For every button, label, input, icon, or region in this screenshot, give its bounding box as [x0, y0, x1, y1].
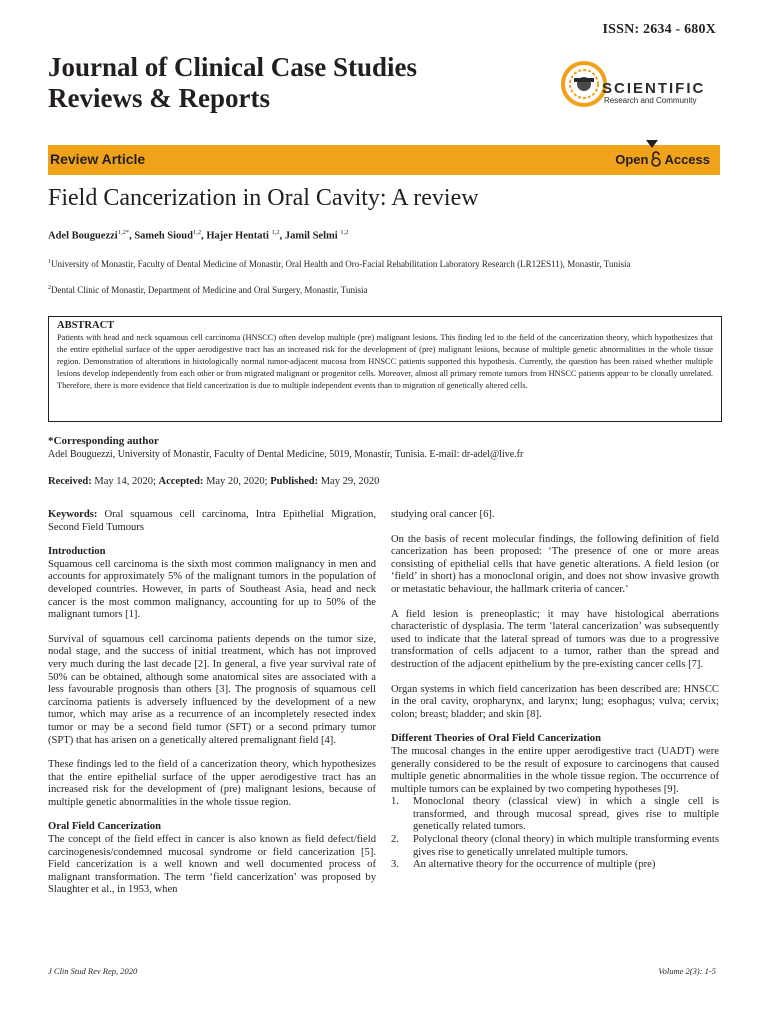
bar-pointer-icon — [646, 140, 658, 148]
logo-subtext: Research and Community — [604, 96, 697, 105]
affiliation-1 — [48, 259, 630, 269]
open-access-label — [615, 151, 710, 167]
author-name: Jamil Selmi — [284, 230, 338, 242]
received-label: Received: — [48, 476, 92, 487]
corresponding-text: Adel Bouguezzi, University of Monastir, Faculty of Dental Medicine, 5019, Monastir, Tunisia. E-mail: dr-adel@live.fr — [48, 449, 524, 460]
keywords-label: Keywords: — [48, 509, 98, 520]
author-name: Sameh Sioud — [134, 230, 193, 242]
logo-text: SCIENTIFIC — [602, 80, 706, 97]
accepted-label: Accepted: — [158, 476, 204, 487]
footer-citation: J Clin Stud Rev Rep, 2020 — [48, 966, 138, 976]
author-name: Hajer Hentati — [206, 230, 269, 242]
left-column — [48, 509, 376, 909]
affiliation-text: Dental Clinic of Monastir, Department of Medicine and Oral Surgery, Monastir, Tunisia — [51, 285, 368, 295]
author-name: Adel Bouguezzi — [48, 230, 118, 242]
paragraph: Organ systems in which field cancerization has been described are: HNSCC in the oral cavity, oropharynx, and larynx; lung; esophagus; vulva; cervix; colon; breast; bladder; and skin [8]. — [391, 683, 719, 720]
article-type: Review Article — [50, 151, 146, 167]
published-label: Published: — [270, 476, 319, 487]
paragraph: Survival of squamous cell carcinoma patients depends on the tumor size, nodal stage, and the success of initial treatment, which has not improved very much during the last decade [2]. In general, a five year survival rate of 50% can be obtained, although some anatomical sites are associated with a less favourable prognosis than others [3]. The prognosis of squamous cell carcinoma patients is adversely influenced by the development of a new tumor, which may arise as a recurrence of an incompletely resected index tumor or may be a second field tumor (SFT) or a second primary tumor (SPT) that has arisen on a genetically altered premalignant field [4]. — [48, 633, 376, 746]
corresponding-star: * — [48, 435, 54, 447]
article-title: Field Cancerization in Oral Cavity: A review — [48, 185, 479, 211]
abstract-heading: ABSTRACT — [57, 320, 115, 331]
author-affiliation-mark: 1,2 — [193, 229, 202, 236]
corresponding-heading — [48, 435, 159, 447]
journal-title-line1: Journal of Clinical Case Studies — [48, 52, 418, 82]
affiliation-mark: 2 — [48, 285, 51, 291]
author-list: Adel Bouguezzi$^{1,2*}$, Sameh Sioud$^{1,2}$, Hajer Hentati $^{1,2}$, Jamil Selmi $^{1,2}$ — [48, 229, 349, 242]
publication-dates — [48, 476, 379, 487]
journal-title-line2: Reviews & Reports — [48, 83, 270, 113]
paragraph: Squamous cell carcinoma is the sixth most common malignancy in men and accounts for approximately 5% of the malignant tumors in the population of developed countries. However, in parts of Southeast Asia, head and neck cancer is the most common malignancy, accounting for up to 50% of the malignant tumors [1]. — [48, 558, 376, 621]
oral-field-cancerization-heading: Oral Field Cancerization — [48, 821, 161, 833]
paragraph: studying oral cancer [6]. — [391, 509, 495, 520]
received-date: May 14, 2020; — [94, 476, 156, 487]
author-affiliation-mark: 1,2 — [271, 229, 280, 236]
keywords — [48, 509, 376, 534]
corresponding-heading-text: Corresponding author — [53, 435, 159, 447]
footer-volume: Volume 2(3): 1-5 — [658, 966, 716, 976]
journal-title — [48, 52, 417, 114]
theories-heading: Different Theories of Oral Field Cancerization — [391, 733, 601, 745]
right-column — [391, 509, 719, 872]
open-lock-icon — [650, 151, 662, 167]
introduction-heading: Introduction — [48, 546, 106, 558]
open-access-open: Open — [615, 151, 649, 167]
paragraph: The concept of the field effect in cancer is also known as field defect/field carcinogenesis/condemned mucosal syndrome or field cancerization [5]. Field cancerization is a well known and well documented process of malignant transformation. The term ‘field cancerization’ was proposed by Slaughter et al., in 1953, when — [48, 834, 376, 896]
open-access-access: Access — [664, 151, 710, 167]
list-item-text: Polyclonal theory (clonal theory) in which multiple transforming events gives rise to genetically unrelated multiple tumors. — [413, 834, 719, 858]
issn: ISSN: 2634 - 680X — [602, 22, 716, 37]
keywords-text: Oral squamous cell carcinoma, Intra Epithelial Migration, Second Field Tumours — [48, 509, 376, 533]
list-number: 3. — [391, 859, 399, 871]
list-item — [391, 796, 719, 834]
accepted-date: May 20, 2020; — [206, 476, 268, 487]
list-number: 2. — [391, 834, 399, 846]
affiliation-2 — [48, 285, 367, 295]
scientific-logo-icon — [560, 60, 608, 108]
paragraph: On the basis of recent molecular findings, the following definition of field cancerization has been proposed: ‘The presence of one or more areas consisting of epithelial cells that have genetic alterations. A field lesion (or ‘field’ in short) has a monoclonal origin, and does not show invasive growth or metastatic behaviour, the hallmark criteria of cancer.’ — [391, 533, 719, 595]
list-item-text: An alternative theory for the occurrence of multiple (pre) — [413, 859, 656, 871]
paragraph: A field lesion is preneoplastic; it may have histological aberrations characteristic of dysplasia. The term ‘lateral cancerization’ was subsequently used to indicate that the lateral spread of tumors was due to a progressive transformation of cells adjacent to a tumor, rather than the spread and destruction of the adjacent epithelium by the pre-existing cancer cells [7]. — [391, 608, 719, 670]
author-affiliation-mark: 1,2* — [117, 229, 130, 236]
abstract-text: Patients with head and neck squamous cell carcinoma (HNSCC) often develop multiple (pre) malignant lesions. This finding led to the field of the cancerization theory, which hypothesizes that the entire epithelial surface of the upper aerodigestive tract has an increased risk for the development of (pre) malignant lesions, because of multiple genetic abnormalities in the whole tissue region. Demonstration of alterations in histologically normal tumor-adjacent mucosa from HNSCC patients supported this hypothesis. Currently, the question has been raised whether multiple lesions develop independently from each other or from migrated malignant or progenitor cells. Moreover, almost all primary remote tumors from HNSCC patients appear to be clonally unrelated. Therefore, there is more evidence that field cancerization is due to multiple independent events than to migration of genetically altered cells. — [57, 333, 713, 390]
paragraph: The mucosal changes in the entire upper aerodigestive tract (UADT) were generally considered to be the result of exposure to carcinogens that caused multiple genetic abnormalities in the whole tissue region. The occurrence of multiple tumors can be explained by two competing hypotheses [9]. — [391, 745, 719, 795]
theories-list — [391, 796, 719, 872]
author-affiliation-mark: 1,2 — [340, 229, 349, 236]
list-number: 1. — [391, 796, 399, 808]
paragraph: These findings led to the field of a cancerization theory, which hypothesizes that the entire epithelial surface of the upper aerodigestive tract has an increased risk for the development of (pre) malignant lesions, because of multiple genetic abnormalities in the whole tissue region. — [48, 759, 376, 808]
list-item-text: Monoclonal theory (classical view) in which a single cell is transformed, and through mucosal spread, gives rise to multiple genetically related tumors. — [413, 796, 719, 833]
affiliation-text: University of Monastir, Faculty of Dental Medicine of Monastir, Oral Health and Oro-Facial Rehabilitation Laboratory Research (LR12ES11), Monastir, Tunisia — [51, 259, 631, 269]
list-item — [391, 859, 719, 872]
abstract-box — [48, 316, 722, 422]
list-item — [391, 834, 719, 859]
published-date: May 29, 2020 — [320, 476, 380, 487]
affiliation-mark: 1 — [48, 259, 51, 265]
